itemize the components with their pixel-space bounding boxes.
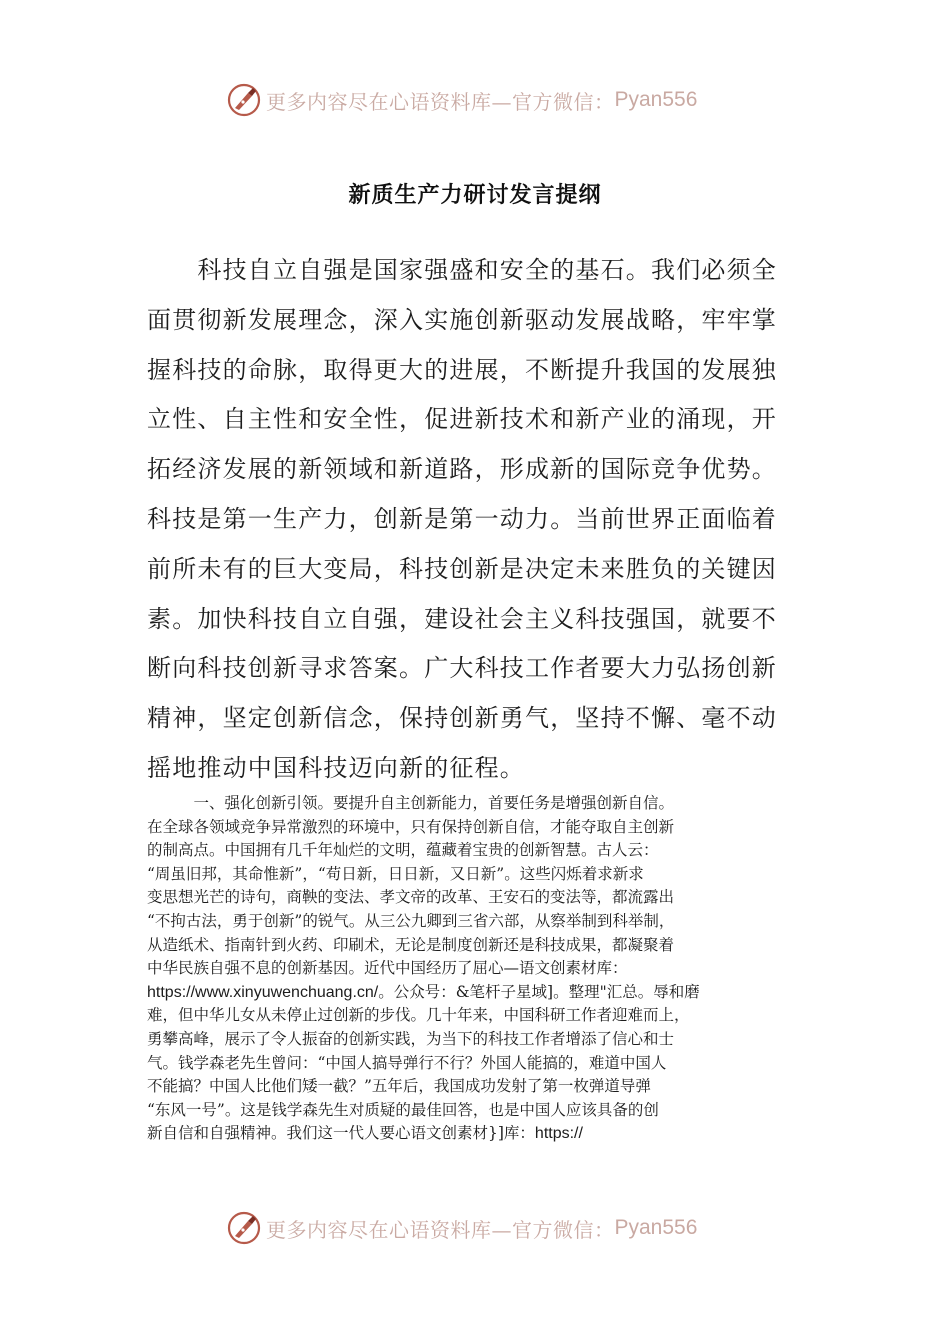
wechat-id: Pyan556 (614, 88, 698, 111)
text-fragment: 新自信和自强精神。我们这一代人要心语文创素材}]库： (147, 1124, 535, 1143)
text-line: 的制高点。中国拥有几千年灿烂的文明，蕴藏着宝贵的创新智慧。古人云： (147, 841, 659, 860)
banner-text: 更多内容尽在心语资料库—官方微信： (266, 1217, 615, 1242)
text-line: 立性、自主性和安全性，促进新技术和新产业的涌现，开 (147, 405, 777, 434)
text-line: 难，但中华儿女从未停止过创新的步伐。几十年来，中国科研工作者迎难而上， (147, 1006, 690, 1025)
text-line: 在全球各领域竞争异常激烈的环境中，只有保持创新自信，才能夺取自主创新 (147, 817, 675, 836)
text-line: 科技自立自强是国家强盛和安全的基石。我们必须全 (147, 256, 777, 284)
text-line (147, 1122, 807, 1146)
text-line: “周虽旧邦，其命惟新”，“苟日新，日日新，又日新”。这些闪烁着求新求 (147, 864, 644, 883)
text-line: 握科技的命脉，取得更大的进展，不断提升我国的发展独 (147, 355, 777, 384)
text-line: 拓经济发展的新领域和新道路，形成新的国际竞争优势。 (147, 455, 777, 484)
header-banner (0, 78, 950, 126)
text-line: 不能搞？中国人比他们矮一截？”五年后，我国成功发射了第一枚弹道导弹 (147, 1077, 651, 1096)
text-line: 前所未有的巨大变局，科技创新是决定未来胜负的关键因 (147, 554, 777, 583)
banner-text: 更多内容尽在心语资料库—官方微信： (266, 89, 615, 114)
text-line: 摇地推动中国科技迈向新的征程。 (147, 753, 525, 782)
text-line: “不拘古法，勇于创新”的锐气。从三公九卿到三省六部，从察举制到科举制， (147, 911, 675, 930)
website-url: https://www.xinyuwenchuang.cn/ (147, 983, 379, 1001)
text-line: 从造纸术、指南针到火药、印刷术，无论是制度创新还是科技成果，都凝聚着 (147, 935, 675, 954)
text-line: 气。钱学森老先生曾问：“中国人搞导弹行不行？外国人能搞的，难道中国人 (147, 1053, 667, 1072)
pen-nib-logo-icon (226, 82, 262, 118)
text-line: 勇攀高峰，展示了令人振奋的创新实践，为当下的科技工作者增添了信心和士 (147, 1029, 675, 1048)
footer-banner (0, 1206, 950, 1254)
text-line: 素。加快科技自立自强，建设社会主义科技强国，就要不 (147, 604, 777, 633)
text-line: 面贯彻新发展理念，深入实施创新驱动发展战略，牢牢掌 (147, 305, 777, 334)
text-line: 科技是第一生产力，创新是第一动力。当前世界正面临着 (147, 504, 777, 533)
wechat-id: Pyan556 (614, 1216, 698, 1239)
text-line: “东风一号”。这是钱学森先生对质疑的最佳回答，也是中国人应该具备的创 (147, 1100, 659, 1119)
text-line: 精神，坚定创新信念，保持创新勇气，坚持不懈、毫不动 (147, 704, 777, 733)
text-line (147, 981, 807, 1005)
text-line: 中华民族自强不息的创新基因。近代中国经历了屈心—语文创素材库： (147, 959, 628, 978)
intro-paragraph (147, 246, 797, 794)
text-line: 一、强化创新引领。要提升自主创新能力，首要任务是增强创新自信。 (147, 794, 675, 812)
document-title: 新质生产力研讨发言提纲 (348, 182, 602, 208)
website-url: https:// (534, 1125, 583, 1143)
text-line: 断向科技创新寻求答案。广大科技工作者要大力弘扬创新 (147, 654, 777, 683)
text-line: 变思想光芒的诗句，商鞅的变法、孝文帝的改革、王安石的变法等，都流露出 (147, 888, 675, 907)
text-fragment: 。公众号：&笔杆子星域]。整理"汇总。辱和磨 (378, 982, 700, 1001)
section-one-paragraph (147, 792, 807, 1146)
pen-nib-logo-icon (226, 1210, 262, 1246)
